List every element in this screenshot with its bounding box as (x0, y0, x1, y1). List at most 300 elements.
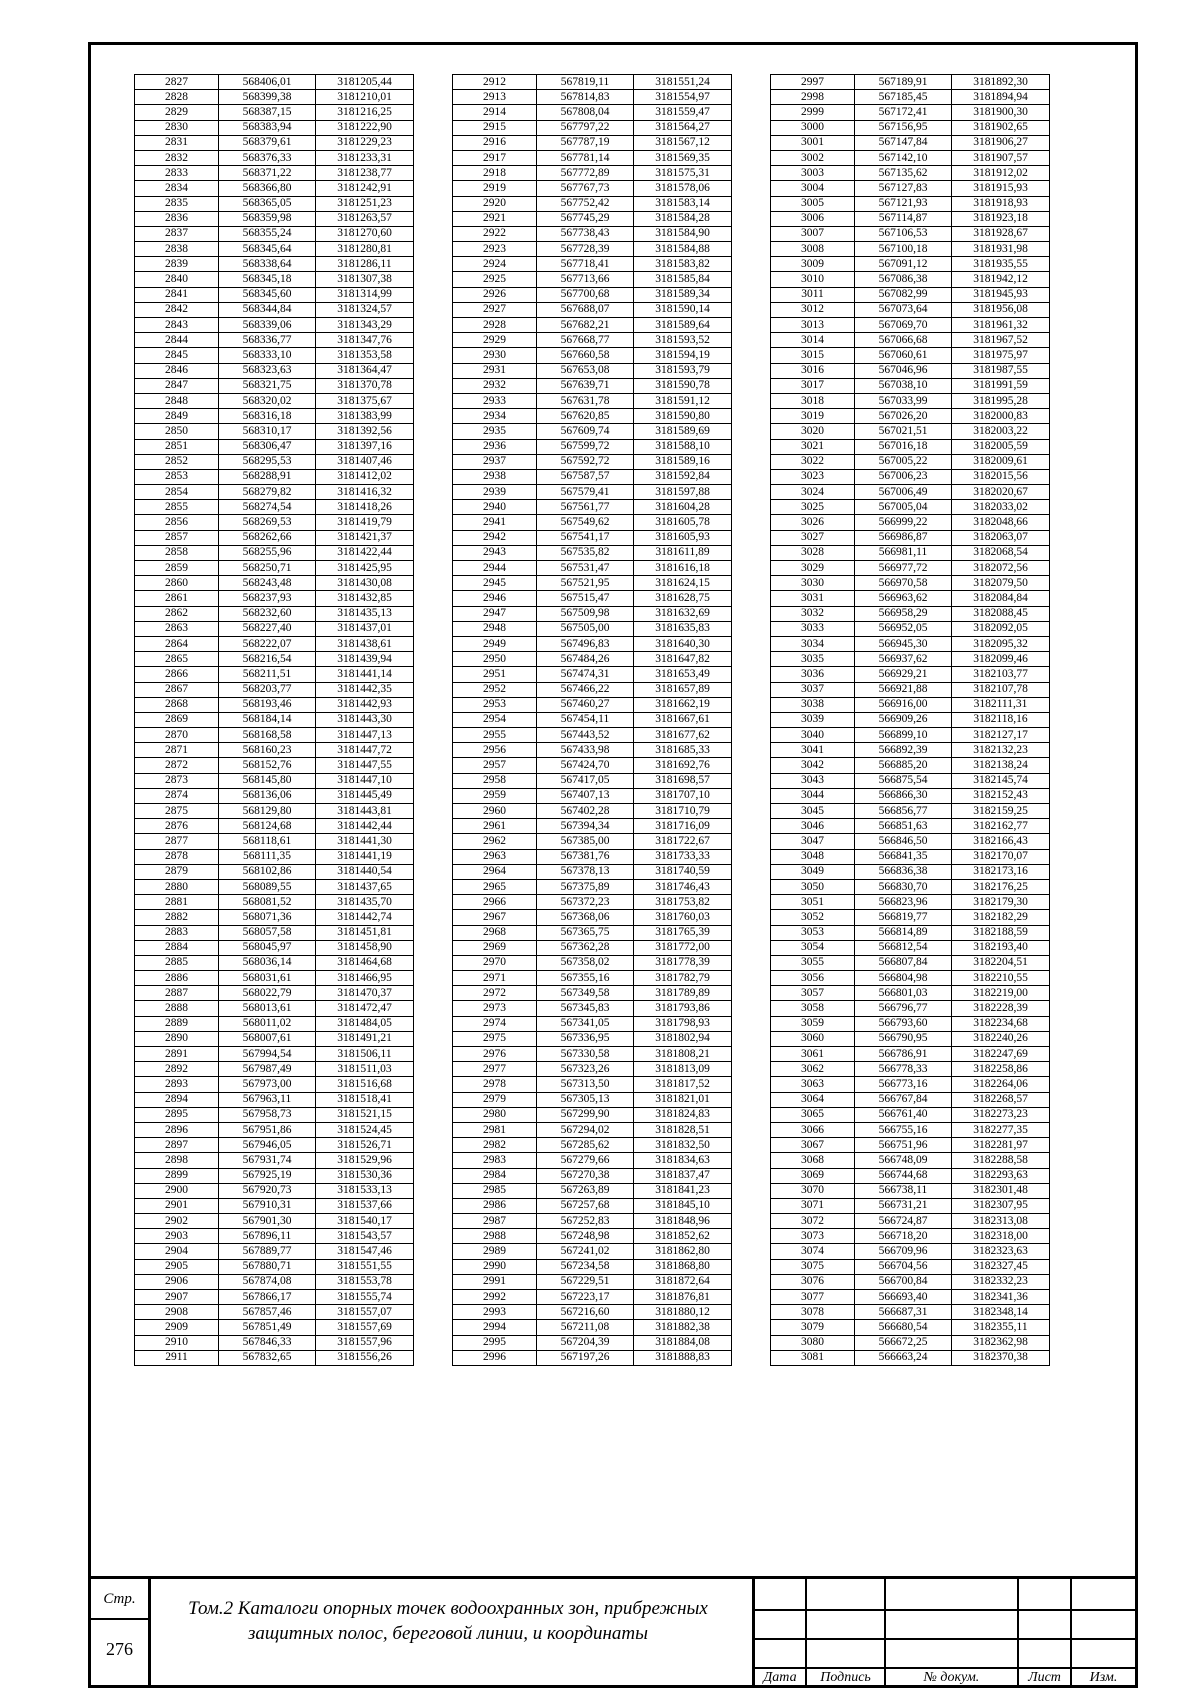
x-coordinate: 566952,05 (855, 621, 952, 636)
x-coordinate: 567252,83 (537, 1214, 634, 1229)
table-row (135, 819, 414, 834)
table-row (771, 120, 1050, 135)
x-coordinate: 567270,38 (537, 1168, 634, 1183)
y-coordinate: 3181935,55 (952, 257, 1050, 272)
x-coordinate: 568406,01 (219, 75, 316, 90)
table-row (771, 591, 1050, 606)
point-number: 2962 (453, 834, 537, 849)
table-row (135, 1320, 414, 1335)
x-coordinate: 567305,13 (537, 1092, 634, 1107)
y-coordinate: 3182277,35 (952, 1122, 1050, 1137)
point-number: 2910 (135, 1335, 219, 1350)
x-coordinate: 566761,40 (855, 1107, 952, 1122)
table-row (453, 196, 732, 211)
y-coordinate: 3181653,49 (634, 667, 732, 682)
point-number: 2968 (453, 925, 537, 940)
y-coordinate: 3181808,21 (634, 1047, 732, 1062)
point-number: 2944 (453, 561, 537, 576)
x-coordinate: 566819,77 (855, 910, 952, 925)
x-coordinate: 566899,10 (855, 728, 952, 743)
y-coordinate: 3181589,34 (634, 287, 732, 302)
point-number: 2889 (135, 1016, 219, 1031)
x-coordinate: 566793,60 (855, 1016, 952, 1031)
x-coordinate: 566693,40 (855, 1290, 952, 1305)
y-coordinate: 3181975,97 (952, 348, 1050, 363)
x-coordinate: 567851,49 (219, 1320, 316, 1335)
y-coordinate: 3181242,91 (316, 181, 414, 196)
table-row (771, 576, 1050, 591)
y-coordinate: 3181707,10 (634, 788, 732, 803)
table-row (453, 530, 732, 545)
y-coordinate: 3181821,01 (634, 1092, 732, 1107)
x-coordinate: 567336,95 (537, 1031, 634, 1046)
table-row (135, 1168, 414, 1183)
x-coordinate: 567229,51 (537, 1274, 634, 1289)
x-coordinate: 566812,54 (855, 940, 952, 955)
x-coordinate: 566767,84 (855, 1092, 952, 1107)
header-doc-number: № докум. (923, 1670, 980, 1685)
y-coordinate: 3182118,16 (952, 712, 1050, 727)
point-number: 3018 (771, 393, 855, 408)
table-row (135, 758, 414, 773)
table-row (771, 1183, 1050, 1198)
point-number: 2935 (453, 424, 537, 439)
y-coordinate: 3181441,30 (316, 834, 414, 849)
table-row (453, 1016, 732, 1031)
x-coordinate: 568316,18 (219, 409, 316, 424)
y-coordinate: 3182179,30 (952, 895, 1050, 910)
point-number: 2961 (453, 819, 537, 834)
y-coordinate: 3181451,81 (316, 925, 414, 940)
point-number: 2877 (135, 834, 219, 849)
y-coordinate: 3181442,93 (316, 697, 414, 712)
table-row (135, 925, 414, 940)
y-coordinate: 3181551,24 (634, 75, 732, 90)
x-coordinate: 568124,68 (219, 819, 316, 834)
y-coordinate: 3181593,52 (634, 333, 732, 348)
y-coordinate: 3181314,99 (316, 287, 414, 302)
y-coordinate: 3182210,55 (952, 971, 1050, 986)
point-number: 3057 (771, 986, 855, 1001)
point-number: 2960 (453, 804, 537, 819)
x-coordinate: 567561,77 (537, 500, 634, 515)
y-coordinate: 3181442,35 (316, 682, 414, 697)
x-coordinate: 567394,34 (537, 819, 634, 834)
x-coordinate: 566981,11 (855, 545, 952, 560)
x-coordinate: 568366,80 (219, 181, 316, 196)
table-row (135, 409, 414, 424)
y-coordinate: 3181647,82 (634, 652, 732, 667)
y-coordinate: 3182273,23 (952, 1107, 1050, 1122)
x-coordinate: 567216,60 (537, 1305, 634, 1320)
y-coordinate: 3181238,77 (316, 166, 414, 181)
table-row (135, 834, 414, 849)
point-number: 3061 (771, 1047, 855, 1062)
y-coordinate: 3181526,71 (316, 1138, 414, 1153)
y-coordinate: 3181222,90 (316, 120, 414, 135)
x-coordinate: 566663,24 (855, 1350, 952, 1365)
y-coordinate: 3181991,59 (952, 378, 1050, 393)
x-coordinate: 566830,70 (855, 879, 952, 894)
point-number: 2951 (453, 667, 537, 682)
y-coordinate: 3182193,40 (952, 940, 1050, 955)
point-number: 2862 (135, 606, 219, 621)
point-number: 3011 (771, 287, 855, 302)
point-number: 2869 (135, 712, 219, 727)
point-number: 2982 (453, 1138, 537, 1153)
y-coordinate: 3181441,14 (316, 667, 414, 682)
point-number: 2934 (453, 409, 537, 424)
point-number: 2834 (135, 181, 219, 196)
point-number: 2829 (135, 105, 219, 120)
y-coordinate: 3181813,09 (634, 1062, 732, 1077)
x-coordinate: 568344,84 (219, 302, 316, 317)
x-coordinate: 567454,11 (537, 712, 634, 727)
table-row (453, 1168, 732, 1183)
x-coordinate: 567073,64 (855, 302, 952, 317)
y-coordinate: 3181397,16 (316, 439, 414, 454)
x-coordinate: 566875,54 (855, 773, 952, 788)
y-coordinate: 3181733,33 (634, 849, 732, 864)
y-coordinate: 3181918,93 (952, 196, 1050, 211)
table-row (453, 318, 732, 333)
x-coordinate: 567579,41 (537, 485, 634, 500)
y-coordinate: 3181432,85 (316, 591, 414, 606)
header-date: Дата (763, 1670, 797, 1685)
point-number: 2864 (135, 636, 219, 651)
point-number: 2919 (453, 181, 537, 196)
point-number: 2887 (135, 986, 219, 1001)
y-coordinate: 3181987,55 (952, 363, 1050, 378)
point-number: 2995 (453, 1335, 537, 1350)
point-number: 2873 (135, 773, 219, 788)
table-row (453, 469, 732, 484)
y-coordinate: 3181995,28 (952, 393, 1050, 408)
point-number: 3049 (771, 864, 855, 879)
table-row (771, 272, 1050, 287)
table-row (771, 302, 1050, 317)
point-number: 2922 (453, 226, 537, 241)
x-coordinate: 568345,64 (219, 242, 316, 257)
table-row (453, 135, 732, 150)
table-row (135, 591, 414, 606)
table-row (135, 424, 414, 439)
y-coordinate: 3181662,19 (634, 697, 732, 712)
table-row (453, 1350, 732, 1365)
point-number: 2964 (453, 864, 537, 879)
x-coordinate: 568274,54 (219, 500, 316, 515)
x-coordinate: 568383,94 (219, 120, 316, 135)
x-coordinate: 566790,95 (855, 1031, 952, 1046)
x-coordinate: 568022,79 (219, 986, 316, 1001)
x-coordinate: 567299,90 (537, 1107, 634, 1122)
point-number: 3005 (771, 196, 855, 211)
y-coordinate: 3181447,72 (316, 743, 414, 758)
table-row (771, 181, 1050, 196)
y-coordinate: 3182127,17 (952, 728, 1050, 743)
table-row (135, 1016, 414, 1031)
x-coordinate: 568102,86 (219, 864, 316, 879)
point-number: 3013 (771, 318, 855, 333)
point-number: 2946 (453, 591, 537, 606)
table-row (135, 697, 414, 712)
x-coordinate: 568306,47 (219, 439, 316, 454)
x-coordinate: 568250,71 (219, 561, 316, 576)
table-row (771, 545, 1050, 560)
y-coordinate: 3181740,59 (634, 864, 732, 879)
point-number: 3066 (771, 1122, 855, 1137)
y-coordinate: 3182170,07 (952, 849, 1050, 864)
x-coordinate: 566856,77 (855, 804, 952, 819)
x-coordinate: 567385,00 (537, 834, 634, 849)
point-number: 2923 (453, 242, 537, 257)
y-coordinate: 3182182,29 (952, 910, 1050, 925)
point-number: 3045 (771, 804, 855, 819)
table-row (453, 1031, 732, 1046)
y-coordinate: 3181945,93 (952, 287, 1050, 302)
x-coordinate: 568339,06 (219, 318, 316, 333)
point-number: 3026 (771, 515, 855, 530)
table-row (135, 1122, 414, 1137)
y-coordinate: 3181567,12 (634, 135, 732, 150)
x-coordinate: 567204,39 (537, 1335, 634, 1350)
point-number: 2849 (135, 409, 219, 424)
table-row (135, 1229, 414, 1244)
x-coordinate: 567005,22 (855, 454, 952, 469)
point-number: 2966 (453, 895, 537, 910)
table-row (135, 515, 414, 530)
y-coordinate: 3182000,83 (952, 409, 1050, 424)
table-row (453, 1077, 732, 1092)
point-number: 2842 (135, 302, 219, 317)
point-number: 2841 (135, 287, 219, 302)
point-number: 2893 (135, 1077, 219, 1092)
y-coordinate: 3181716,09 (634, 819, 732, 834)
y-coordinate: 3181872,64 (634, 1274, 732, 1289)
table-row (135, 1092, 414, 1107)
y-coordinate: 3181888,83 (634, 1350, 732, 1365)
table-row (135, 287, 414, 302)
y-coordinate: 3182288,58 (952, 1153, 1050, 1168)
point-number: 2880 (135, 879, 219, 894)
table-row (453, 1214, 732, 1229)
header-sheet: Лист (1028, 1670, 1061, 1685)
y-coordinate: 3181632,69 (634, 606, 732, 621)
table-row (771, 105, 1050, 120)
table-row (771, 90, 1050, 105)
y-coordinate: 3181848,96 (634, 1214, 732, 1229)
x-coordinate: 568136,06 (219, 788, 316, 803)
table-row (453, 1244, 732, 1259)
y-coordinate: 3181698,57 (634, 773, 732, 788)
table-row (135, 318, 414, 333)
point-number: 3079 (771, 1320, 855, 1335)
x-coordinate: 566801,03 (855, 986, 952, 1001)
y-coordinate: 3181834,63 (634, 1153, 732, 1168)
y-coordinate: 3182048,66 (952, 515, 1050, 530)
y-coordinate: 3181435,13 (316, 606, 414, 621)
y-coordinate: 3181782,79 (634, 971, 732, 986)
y-coordinate: 3182009,61 (952, 454, 1050, 469)
table-row (135, 439, 414, 454)
point-number: 2846 (135, 363, 219, 378)
point-number: 2902 (135, 1214, 219, 1229)
point-number: 2839 (135, 257, 219, 272)
y-coordinate: 3182084,84 (952, 591, 1050, 606)
y-coordinate: 3181557,96 (316, 1335, 414, 1350)
table-row (453, 576, 732, 591)
y-coordinate: 3181516,68 (316, 1077, 414, 1092)
table-row (771, 804, 1050, 819)
y-coordinate: 3181556,26 (316, 1350, 414, 1365)
x-coordinate: 567294,02 (537, 1122, 634, 1137)
table-row (135, 1183, 414, 1198)
table-row (453, 910, 732, 925)
y-coordinate: 3181418,26 (316, 500, 414, 515)
x-coordinate: 566921,88 (855, 682, 952, 697)
point-number: 2831 (135, 135, 219, 150)
point-number: 2838 (135, 242, 219, 257)
x-coordinate: 567443,52 (537, 728, 634, 743)
y-coordinate: 3182341,36 (952, 1290, 1050, 1305)
table-row (135, 773, 414, 788)
point-number: 2987 (453, 1214, 537, 1229)
y-coordinate: 3181464,68 (316, 955, 414, 970)
table-row (771, 409, 1050, 424)
x-coordinate: 567069,70 (855, 318, 952, 333)
y-coordinate: 3181915,93 (952, 181, 1050, 196)
x-coordinate: 567038,10 (855, 378, 952, 393)
table-row (135, 864, 414, 879)
x-coordinate: 567381,76 (537, 849, 634, 864)
y-coordinate: 3181439,94 (316, 652, 414, 667)
x-coordinate: 567668,77 (537, 333, 634, 348)
y-coordinate: 3181484,05 (316, 1016, 414, 1031)
x-coordinate: 568295,53 (219, 454, 316, 469)
document-title-line-2: защитных полос, береговой линии, и координаты (247, 1623, 648, 1644)
table-row (771, 515, 1050, 530)
table-row (771, 530, 1050, 545)
table-row (135, 1335, 414, 1350)
point-number: 2858 (135, 545, 219, 560)
y-coordinate: 3181353,58 (316, 348, 414, 363)
x-coordinate: 568310,17 (219, 424, 316, 439)
x-coordinate: 566866,30 (855, 788, 952, 803)
point-number: 3077 (771, 1290, 855, 1305)
y-coordinate: 3181589,64 (634, 318, 732, 333)
y-coordinate: 3181772,00 (634, 940, 732, 955)
x-coordinate: 568129,80 (219, 804, 316, 819)
table-row (771, 1122, 1050, 1137)
x-coordinate: 567026,20 (855, 409, 952, 424)
y-coordinate: 3181692,76 (634, 758, 732, 773)
x-coordinate: 566773,16 (855, 1077, 952, 1092)
point-number: 3036 (771, 667, 855, 682)
table-row (771, 788, 1050, 803)
point-number: 2996 (453, 1350, 537, 1365)
x-coordinate: 568262,66 (219, 530, 316, 545)
y-coordinate: 3181557,07 (316, 1305, 414, 1320)
x-coordinate: 568279,82 (219, 485, 316, 500)
table-row (453, 591, 732, 606)
table-row (135, 667, 414, 682)
point-number: 2969 (453, 940, 537, 955)
table-row (771, 1290, 1050, 1305)
y-coordinate: 3182159,25 (952, 804, 1050, 819)
x-coordinate: 567135,62 (855, 166, 952, 181)
table-row (135, 1290, 414, 1305)
x-coordinate: 568345,60 (219, 287, 316, 302)
point-number: 3029 (771, 561, 855, 576)
table-row (453, 500, 732, 515)
y-coordinate: 3181793,86 (634, 1001, 732, 1016)
point-number: 2904 (135, 1244, 219, 1259)
point-number: 3050 (771, 879, 855, 894)
point-number: 3048 (771, 849, 855, 864)
point-number: 3025 (771, 500, 855, 515)
x-coordinate: 567599,72 (537, 439, 634, 454)
x-coordinate: 567688,07 (537, 302, 634, 317)
point-number: 3033 (771, 621, 855, 636)
table-row (135, 90, 414, 105)
point-number: 2992 (453, 1290, 537, 1305)
table-row (771, 75, 1050, 90)
table-row (453, 1183, 732, 1198)
table-row (135, 545, 414, 560)
table-row (771, 257, 1050, 272)
y-coordinate: 3181961,32 (952, 318, 1050, 333)
point-number: 3024 (771, 485, 855, 500)
x-coordinate: 566786,91 (855, 1047, 952, 1062)
point-number: 2936 (453, 439, 537, 454)
point-number: 3062 (771, 1062, 855, 1077)
document-title (148, 1596, 748, 1646)
x-coordinate: 567496,83 (537, 636, 634, 651)
point-number: 3047 (771, 834, 855, 849)
document-title-line-1: Том.2 Каталоги опорных точек водоохранных зон, прибрежных (188, 1598, 708, 1619)
x-coordinate: 566807,84 (855, 955, 952, 970)
y-coordinate: 3182111,31 (952, 697, 1050, 712)
point-number: 2875 (135, 804, 219, 819)
point-number: 2885 (135, 955, 219, 970)
y-coordinate: 3181575,31 (634, 166, 732, 181)
y-coordinate: 3181828,51 (634, 1122, 732, 1137)
table-row (135, 1153, 414, 1168)
y-coordinate: 3181440,54 (316, 864, 414, 879)
y-coordinate: 3181778,39 (634, 955, 732, 970)
y-coordinate: 3181554,97 (634, 90, 732, 105)
point-number: 2850 (135, 424, 219, 439)
x-coordinate: 567889,77 (219, 1244, 316, 1259)
table-row (771, 606, 1050, 621)
point-number: 2878 (135, 849, 219, 864)
x-coordinate: 566986,87 (855, 530, 952, 545)
y-coordinate: 3181880,12 (634, 1305, 732, 1320)
x-coordinate: 568269,53 (219, 515, 316, 530)
x-coordinate: 567700,68 (537, 287, 634, 302)
table-row (771, 773, 1050, 788)
point-number: 3003 (771, 166, 855, 181)
table-row (771, 1153, 1050, 1168)
x-coordinate: 568145,80 (219, 773, 316, 788)
table-row (771, 758, 1050, 773)
point-number: 2993 (453, 1305, 537, 1320)
point-number: 3069 (771, 1168, 855, 1183)
y-coordinate: 3181640,30 (634, 636, 732, 651)
y-coordinate: 3181270,60 (316, 226, 414, 241)
point-number: 3040 (771, 728, 855, 743)
y-coordinate: 3182033,02 (952, 500, 1050, 515)
